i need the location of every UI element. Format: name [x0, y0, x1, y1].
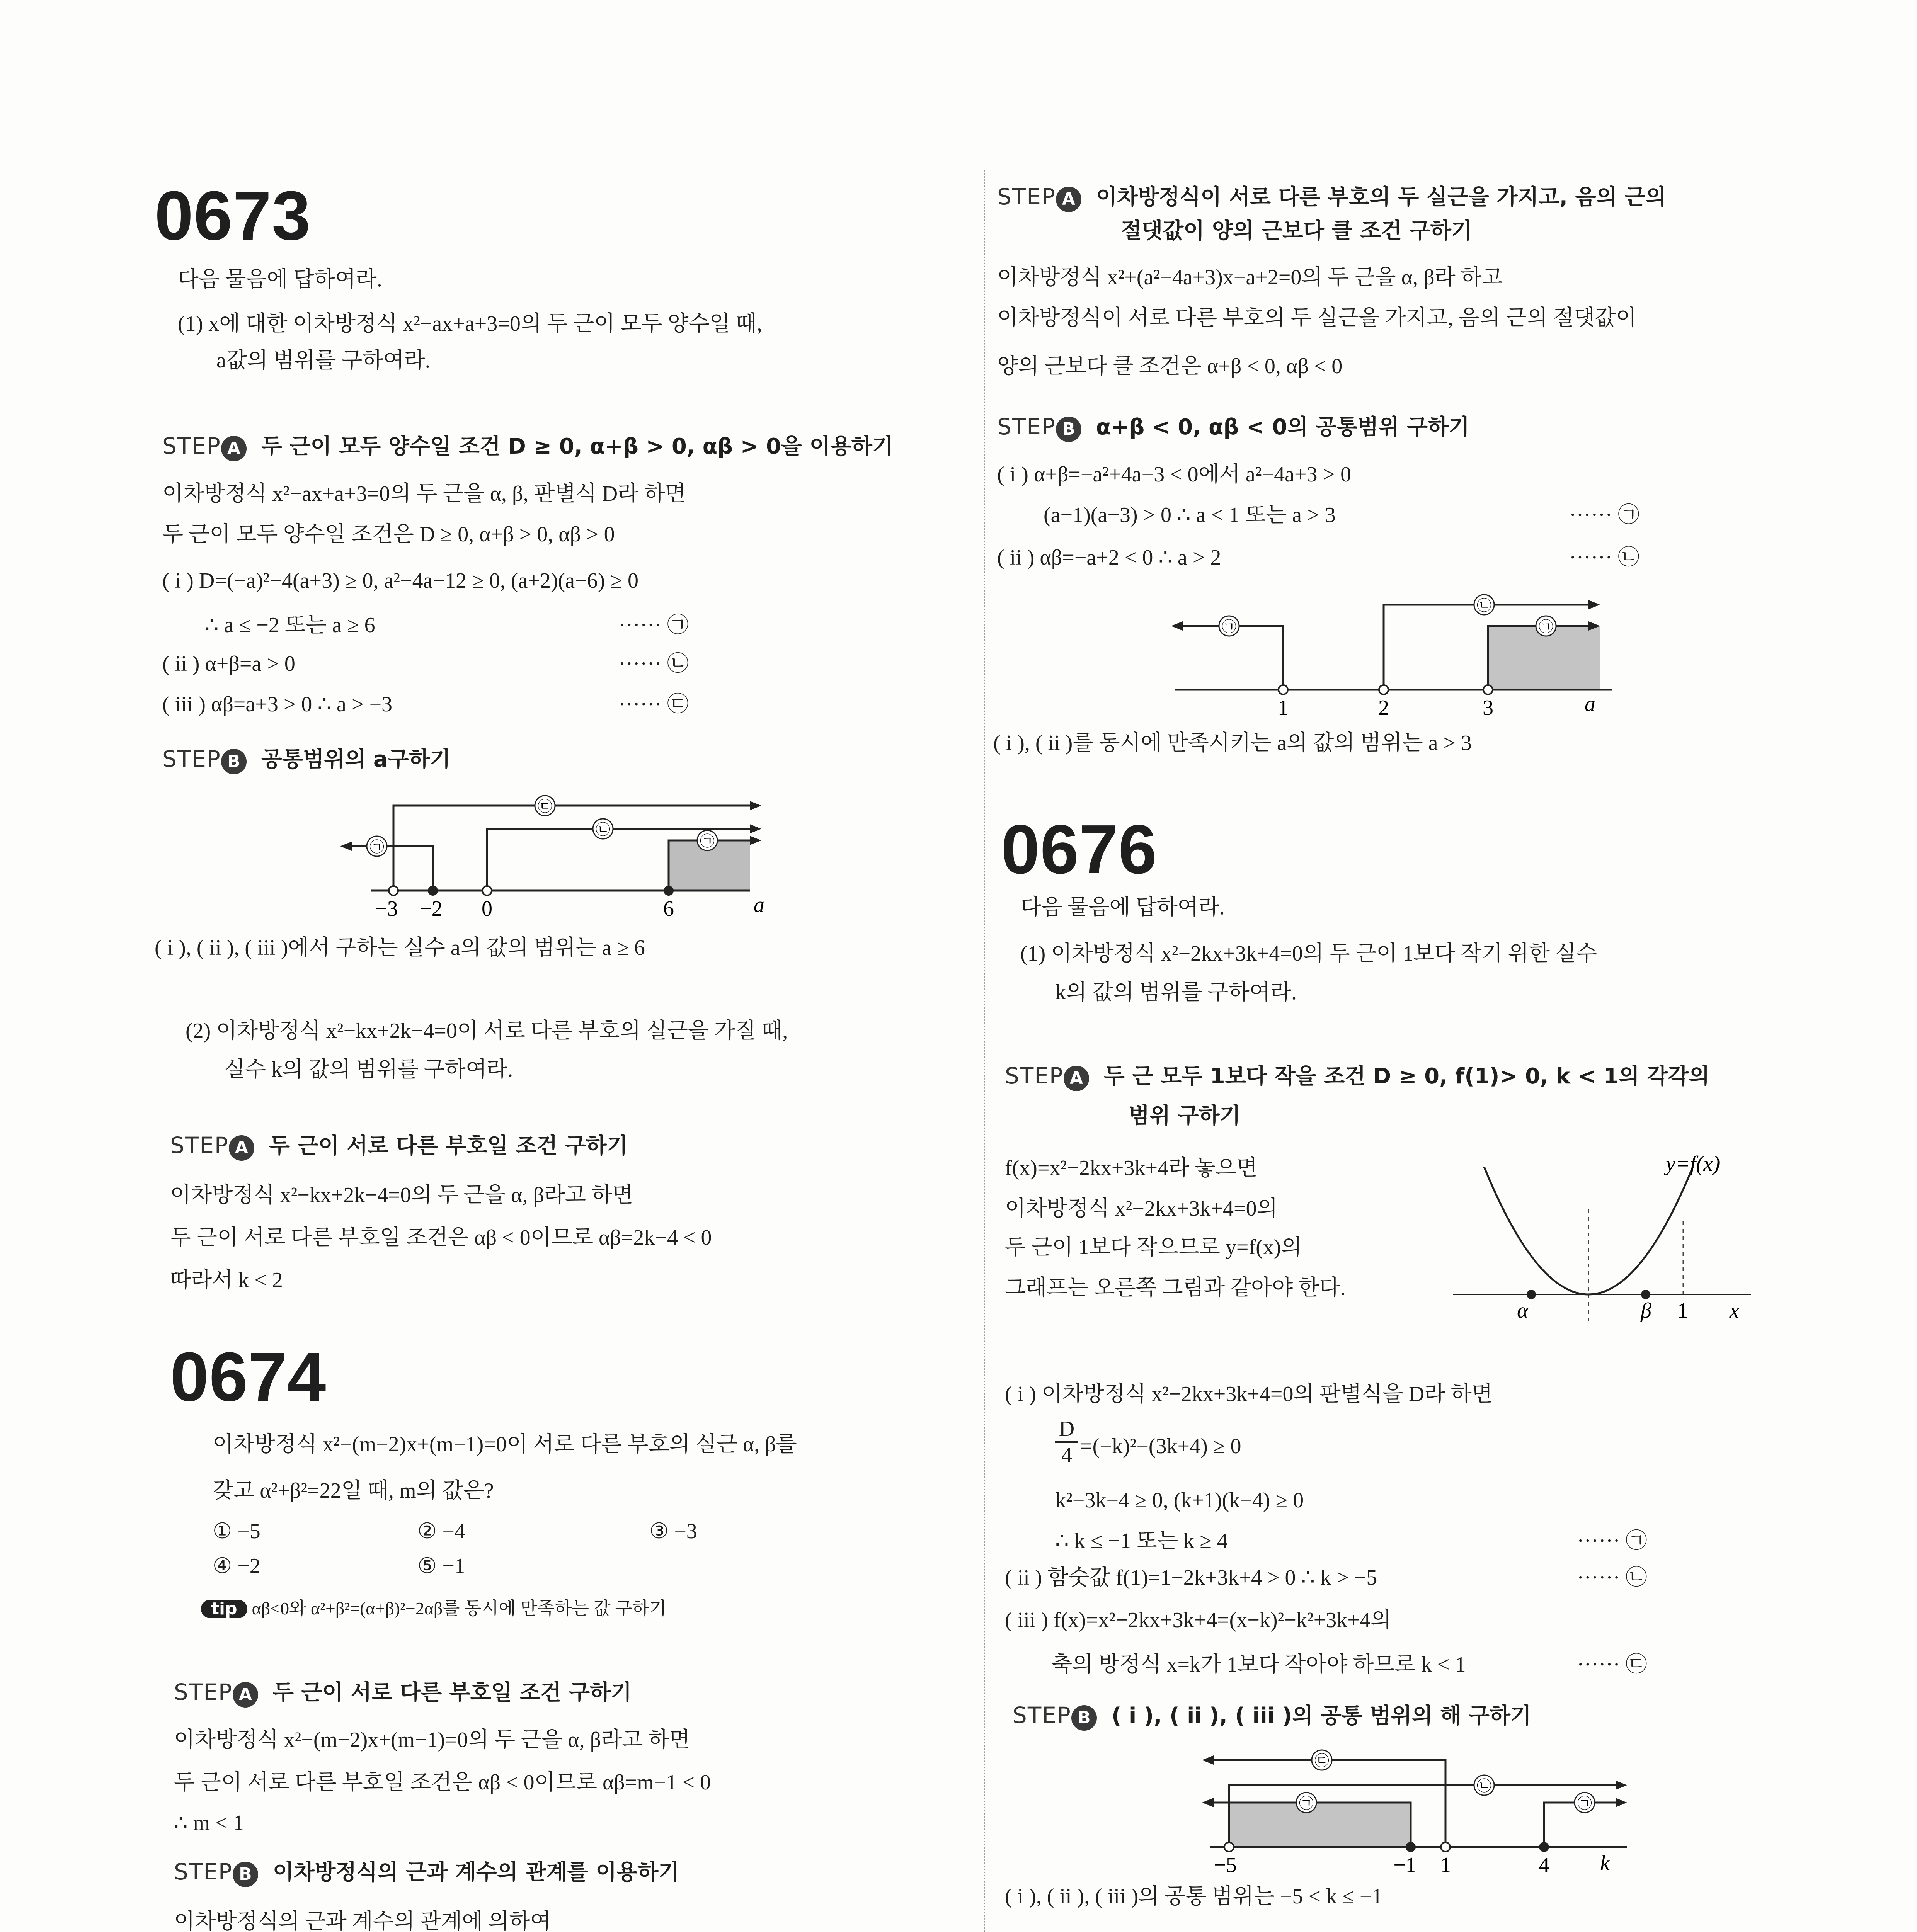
tip-text: αβ<0와 α²+β²=(α+β)²−2αβ를 동시에 만족하는 값 구하기 [252, 1599, 667, 1618]
marker-label: ㉡ [1476, 1778, 1492, 1794]
step-a-heading [174, 1681, 632, 1708]
step-badge: A [1056, 187, 1081, 212]
step-badge: A [229, 1135, 254, 1161]
tick-label: −5 [1214, 1853, 1237, 1877]
parabola [1484, 1167, 1693, 1294]
tip [201, 1600, 667, 1618]
solution-line: 두 근이 서로 다른 부호일 조건은 αβ < 0이므로 αβ=2k−4 < 0 [170, 1226, 712, 1250]
fraction-numerator: D [1059, 1417, 1075, 1441]
solution-line: ( i ) D=(−a)²−4(a+3) ≥ 0, a²−4a−12 ≥ 0, (a+2)(a−6) ≥ 0 [162, 569, 639, 593]
fraction [1055, 1418, 1078, 1466]
step-title: 두 근이 서로 다른 부호일 조건 구하기 [272, 1680, 632, 1705]
step-b-heading [997, 415, 1469, 442]
axis-var: k [1600, 1851, 1610, 1875]
solution-line: =(−k)²−(3k+4) ≥ 0 [1080, 1434, 1241, 1458]
conclusion: ( i ), ( ii ), ( iii )에서 구하는 실수 a의 값의 범위는 a ≥ 6 [155, 936, 645, 960]
step-badge: B [1056, 417, 1081, 442]
question-1: (1) 이차방정식 x²−2kx+3k+4=0의 두 근이 1보다 작기 위한 실수 [1020, 942, 1597, 966]
point-open [389, 886, 398, 895]
step-badge: A [1064, 1066, 1089, 1091]
axis-var: a [1585, 692, 1595, 716]
question: 이차방정식 x²−(m−2)x+(m−1)=0이 서로 다른 부호의 실근 α, β를 [213, 1432, 797, 1456]
tick-label: −1 [1393, 1853, 1416, 1877]
question-2-cont: 실수 k의 값의 범위를 구하여라. [224, 1058, 513, 1082]
step-title: 두 근이 서로 다른 부호일 조건 구하기 [269, 1133, 628, 1158]
root-alpha [1527, 1290, 1536, 1299]
question-1-cont: a값의 범위를 구하여라. [216, 349, 431, 372]
step-a-heading [1005, 1065, 1710, 1091]
text: 다음 물음에 답하여라. [178, 267, 382, 291]
marker: ······ ㉢ [1577, 1653, 1647, 1677]
graph-label: β [1641, 1299, 1651, 1323]
solution-line: 그래프는 오른쪽 그림과 같아야 한다. [1005, 1276, 1346, 1300]
solution-line: 두 근이 모두 양수일 조건은 D ≥ 0, α+β > 0, αβ > 0 [162, 522, 615, 546]
arrow-head [1202, 1798, 1214, 1807]
column-divider [984, 170, 985, 1932]
step-label: STEP [174, 1679, 233, 1705]
question-2: (2) 이차방정식 x²−kx+2k−4=0이 서로 다른 부호의 실근을 가질 때, [186, 1019, 788, 1043]
number-line-0676 [1198, 1739, 1662, 1886]
step-badge: A [233, 1682, 258, 1708]
arrow-head [1202, 1755, 1214, 1765]
tick-label: −2 [419, 897, 443, 921]
step-b-heading [162, 748, 451, 774]
step-label: STEP [1013, 1702, 1071, 1728]
fraction-bar [1055, 1441, 1078, 1443]
solution-line: 이차방정식 x²+(a²−4a+3)x−a+2=0의 두 근을 α, β라 하고 [997, 265, 1503, 289]
parabola-graph-1 [1445, 1144, 1770, 1329]
problem-number-0676: 0676 [1001, 811, 1158, 888]
step-b-heading [1013, 1704, 1531, 1731]
point-open [482, 886, 492, 895]
solution-line: 이차방정식이 서로 다른 부호의 두 실근을 가지고, 음의 근의 절댓값이 [997, 306, 1637, 330]
question-cont: 갖고 α²+β²=22일 때, m의 값은? [213, 1479, 494, 1503]
solution-line: ( iii ) f(x)=x²−2kx+3k+4=(x−k)²−k²+3k+4의 [1005, 1608, 1391, 1632]
point-closed [1406, 1842, 1416, 1852]
marker-label: ㉡ [1476, 598, 1492, 614]
tip-badge: tip [201, 1600, 247, 1618]
question-1: (1) x에 대한 이차방정식 x²−ax+a+3=0의 두 근이 모두 양수일 때, [178, 312, 762, 336]
solution-line: (a−1)(a−3) > 0 ∴ a < 1 또는 a > 3 [1044, 503, 1336, 527]
marker: ······ ㉠ [618, 613, 689, 637]
arrow-head [750, 824, 761, 833]
marker-label: ㉡ [595, 822, 611, 838]
conclusion: ( i ), ( ii ), ( iii )의 공통 범위는 −5 < k ≤ −1 [1005, 1884, 1383, 1908]
solution-line: ( ii ) αβ=−a+2 < 0 ∴ a > 2 [997, 546, 1221, 570]
marker-label: ㉠ [1577, 1796, 1592, 1812]
marker: ······ ㉠ [1577, 1529, 1647, 1553]
step-title: 이차방정식의 근과 계수의 관계를 이용하기 [272, 1860, 679, 1885]
point-open [1379, 685, 1388, 694]
solution-line: f(x)=x²−2kx+3k+4라 놓으면 [1005, 1156, 1258, 1180]
step-label: STEP [162, 746, 221, 772]
number-line-0675 [1167, 587, 1639, 726]
root-beta [1641, 1290, 1650, 1299]
arrow-head [340, 842, 352, 851]
solution-line: k²−3k−4 ≥ 0, (k+1)(k−4) ≥ 0 [1055, 1488, 1304, 1512]
choice: ③ −3 [649, 1519, 697, 1543]
marker: ······ ㉠ [1569, 503, 1639, 527]
solution-line: ( ii ) 함숫값 f(1)=1−2k+3k+4 > 0 ∴ k > −5 [1005, 1566, 1377, 1590]
arrow-head [1171, 621, 1183, 631]
point-closed [664, 886, 674, 896]
step-label: STEP [997, 184, 1056, 210]
step-badge: B [233, 1862, 258, 1887]
point-open [1224, 1842, 1234, 1852]
problem-number-0674: 0674 [170, 1338, 327, 1416]
marker-label: ㉠ [1299, 1796, 1314, 1812]
step-label: STEP [170, 1132, 229, 1158]
solution-line: 이차방정식의 근과 계수의 관계에 의하여 [174, 1910, 551, 1932]
step-a-heading [162, 435, 893, 461]
conclusion: ( i ), ( ii )를 동시에 만족시키는 a의 값의 범위는 a > 3 [993, 731, 1472, 755]
marker-label: ㉢ [537, 799, 553, 815]
graph-label: α [1517, 1299, 1529, 1323]
point-open [1441, 1842, 1450, 1852]
problem-number-0673: 0673 [155, 177, 311, 255]
step-title: ( i ), ( ii ), ( iii )의 공통 범위의 해 구하기 [1111, 1703, 1532, 1728]
marker-label: ㉠ [700, 833, 715, 850]
marker: ······ ㉡ [618, 652, 689, 676]
tick-label: −3 [375, 897, 398, 921]
step-label: STEP [174, 1859, 233, 1885]
step-title: 두 근이 모두 양수일 조건 D ≥ 0, α+β > 0, αβ > 0을 이용하기 [261, 434, 893, 459]
arrow-head [1588, 600, 1600, 609]
point-open [1279, 685, 1288, 694]
solution-line: 이차방정식 x²−ax+a+3=0의 두 근을 α, β, 판별식 D라 하면 [162, 482, 686, 506]
step-b-heading [174, 1861, 679, 1887]
tick-label: 3 [1483, 696, 1493, 720]
point-closed [428, 886, 438, 896]
solution-line: ∴ k ≤ −1 또는 k ≥ 4 [1055, 1529, 1228, 1553]
choice: ⑤ −1 [417, 1554, 465, 1578]
step-a-heading [997, 185, 1666, 212]
tick-label: 4 [1539, 1853, 1549, 1877]
solution-line: 두 근이 1보다 작으므로 y=f(x)의 [1005, 1235, 1302, 1259]
solution-line: ( iii ) αβ=a+3 > 0 ∴ a > −3 [162, 692, 393, 716]
graph-label: y=f(x) [1666, 1152, 1720, 1176]
arrow-head [750, 801, 761, 810]
marker-label: ㉢ [1314, 1753, 1330, 1769]
graph-label: x [1730, 1299, 1739, 1323]
range-a-left [352, 846, 433, 891]
choice: ④ −2 [213, 1554, 260, 1578]
solution-line: 두 근이 서로 다른 부호일 조건은 αβ < 0이므로 αβ=m−1 < 0 [174, 1770, 711, 1794]
step-title: 공통범위의 a구하기 [261, 747, 451, 772]
step-title: α+β < 0, αβ < 0의 공통범위 구하기 [1096, 415, 1470, 440]
text: 다음 물음에 답하여라. [1020, 895, 1225, 919]
marker-label: ㉠ [1221, 619, 1237, 635]
step-title-cont: 절댓값이 양의 근보다 클 조건 구하기 [1121, 218, 1472, 243]
axis-var: a [754, 893, 764, 917]
marker-label: ㉠ [1538, 619, 1554, 635]
marker: ······ ㉢ [618, 692, 689, 716]
shaded-region [1229, 1803, 1411, 1847]
graph-label: 1 [1677, 1299, 1688, 1323]
solution-line: 이차방정식 x²−(m−2)x+(m−1)=0의 두 근을 α, β라고 하면 [174, 1728, 690, 1752]
arrow-head [1616, 1798, 1627, 1807]
tick-label: 1 [1278, 696, 1289, 720]
solution-line: ( i ) α+β=−a²+4a−3 < 0에서 a²−4a+3 > 0 [997, 463, 1352, 486]
solution-line: 이차방정식 x²−kx+2k−4=0의 두 근을 α, β라고 하면 [170, 1183, 633, 1207]
step-label: STEP [1005, 1063, 1064, 1089]
marker-label: ㉠ [369, 839, 385, 855]
solution-line: 따라서 k < 2 [170, 1268, 283, 1292]
marker: ······ ㉡ [1577, 1566, 1647, 1590]
question-1-cont: k의 값의 범위를 구하여라. [1055, 980, 1297, 1004]
solution-line: 축의 방정식 x=k가 1보다 작아야 하므로 k < 1 [1051, 1653, 1466, 1677]
number-line-0673 [340, 788, 773, 927]
arrow-head [750, 836, 761, 845]
point-closed [1539, 1842, 1549, 1852]
step-title-cont: 범위 구하기 [1129, 1103, 1241, 1128]
tick-label: 0 [482, 897, 492, 921]
solution-line: ( ii ) α+β=a > 0 [162, 652, 295, 676]
arrow-head [1616, 1781, 1627, 1790]
step-title: 두 근 모두 1보다 작을 조건 D ≥ 0, f(1)> 0, k < 1의 각각의 [1103, 1064, 1710, 1089]
choice: ② −4 [417, 1519, 465, 1543]
tick-label: 2 [1378, 696, 1389, 720]
step-label: STEP [997, 413, 1056, 440]
solution-line: ∴ a ≤ −2 또는 a ≥ 6 [205, 613, 375, 637]
choice: ① −5 [213, 1519, 260, 1543]
solution-line: 양의 근보다 클 조건은 α+β < 0, αβ < 0 [997, 354, 1343, 378]
step-badge: B [1071, 1705, 1097, 1731]
step-title: 이차방정식이 서로 다른 부호의 두 실근을 가지고, 음의 근의 [1096, 185, 1667, 210]
step-label: STEP [162, 433, 221, 459]
solution-line: ( i ) 이차방정식 x²−2kx+3k+4=0의 판별식을 D라 하면 [1005, 1382, 1493, 1406]
solution-line: ∴ m < 1 [174, 1811, 244, 1835]
tick-label: 1 [1440, 1853, 1451, 1877]
fraction-denominator: 4 [1061, 1443, 1072, 1467]
marker: ······ ㉡ [1569, 546, 1639, 570]
step-a-heading [170, 1134, 628, 1161]
step-badge: B [221, 749, 247, 774]
point-open [1483, 685, 1493, 694]
step-badge: A [221, 436, 247, 461]
solution-line: 이차방정식 x²−2kx+3k+4=0의 [1005, 1197, 1278, 1221]
tick-label: 6 [663, 897, 674, 921]
